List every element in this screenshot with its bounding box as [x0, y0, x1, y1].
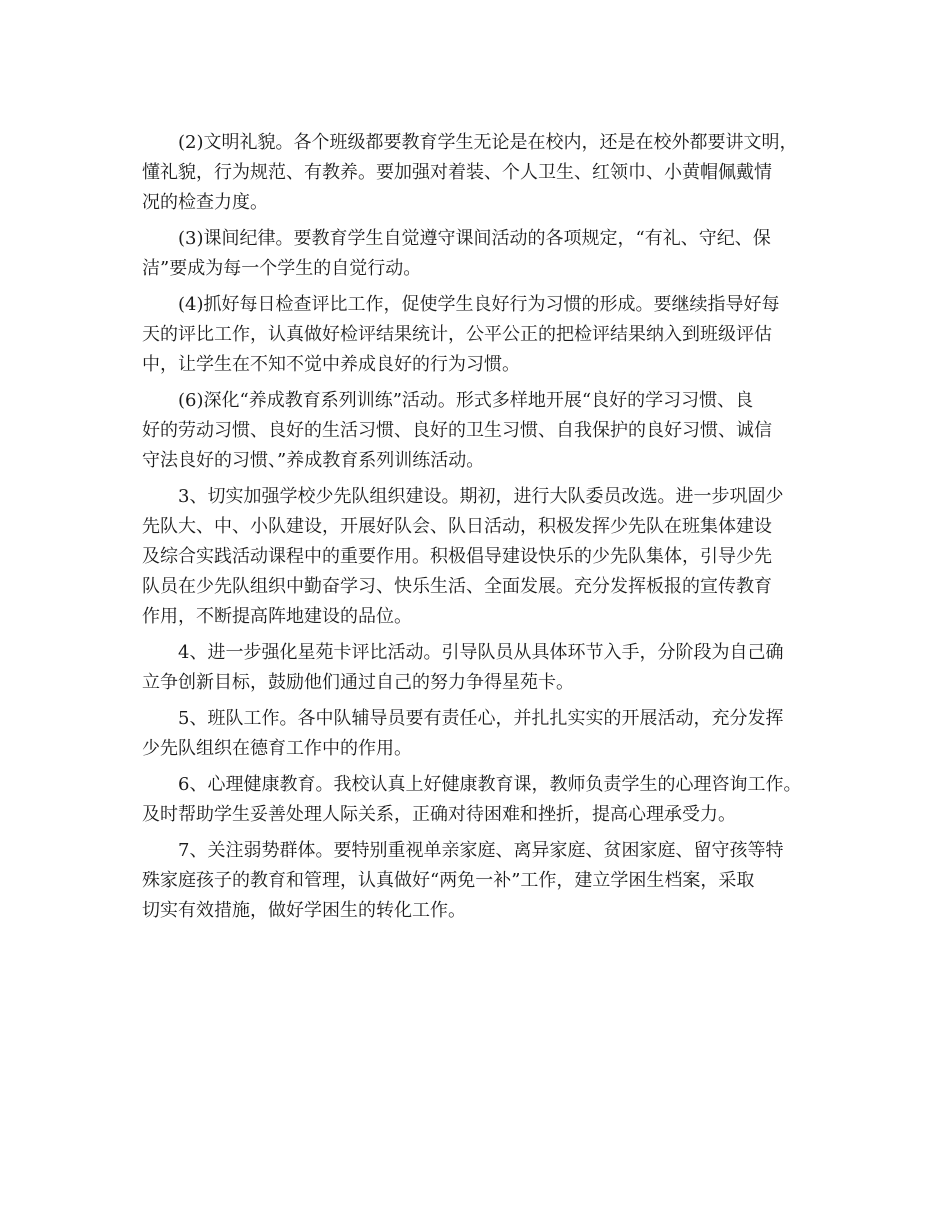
text-line: 守法良好的习惯、”养成教育系列训练活动。: [142, 450, 485, 471]
paragraph-class-team-work: [142, 704, 832, 764]
text-line: 况的检查力度。: [142, 192, 268, 213]
paragraph-habit-training: [142, 386, 832, 476]
text-line: 先队大、中、小队建设，开展好队会、队日活动，积极发挥少先队在班集体建设: [142, 516, 772, 537]
text-line: 立争创新目标，鼓励他们通过自己的努力争得星苑卡。: [142, 672, 574, 693]
text-line: (4)抓好每日检查评比工作，促使学生良好行为习惯的形成。要继续指导好每: [178, 294, 780, 315]
paragraph-mental-health: [142, 770, 832, 830]
text-line: 4、进一步强化星苑卡评比活动。引导队员从具体环节入手，分阶段为自己确: [178, 642, 784, 663]
text-line: 少先队组织在德育工作中的作用。: [142, 738, 412, 759]
text-line: 及时帮助学生妥善处理人际关系，正确对待困难和挫折，提高心理承受力。: [142, 804, 736, 825]
paragraph-recess-discipline: [142, 224, 832, 284]
text-line: 及综合实践活动课程中的重要作用。积极倡导建设快乐的少先队集体，引导少先: [142, 546, 772, 567]
text-line: 懂礼貌，行为规范、有教养。要加强对着装、个人卫生、红领巾、小黄帽佩戴情: [142, 162, 772, 183]
text-line: 5、班队工作。各中队辅导员要有责任心，并扎扎实实的开展活动，充分发挥: [178, 708, 784, 729]
text-line: 好的劳动习惯、良好的生活习惯、良好的卫生习惯、自我保护的良好习惯、诚信: [142, 420, 772, 441]
text-line: 7、关注弱势群体。要特别重视单亲家庭、离异家庭、贫困家庭、留守孩等特: [178, 840, 784, 861]
text-line: (2)文明礼貌。各个班级都要教育学生无论是在校内，还是在校外都要讲文明，: [178, 132, 798, 153]
text-line: 6、心理健康教育。我校认真上好健康教育课，教师负责学生的心理咨询工作。: [178, 774, 802, 795]
text-line: 洁”要成为每一个学生的自觉行动。: [142, 258, 422, 279]
paragraph-young-pioneers: [142, 482, 832, 632]
text-line: (3)课间纪律。要教育学生自觉遵守课间活动的各项规定，“有礼、守纪、保: [178, 228, 771, 249]
text-line: 队员在少先队组织中勤奋学习、快乐生活、全面发展。充分发挥板报的宣传教育: [142, 576, 772, 597]
text-line: 3、切实加强学校少先队组织建设。期初，进行大队委员改选。进一步巩固少: [178, 486, 784, 507]
text-line: (6)深化“养成教育系列训练”活动。形式多样地开展“良好的学习习惯、良: [178, 390, 754, 411]
paragraph-daily-inspection: [142, 290, 832, 380]
text-line: 作用，不断提高阵地建设的品位。: [142, 606, 412, 627]
text-line: 切实有效措施，做好学困生的转化工作。: [142, 900, 466, 921]
text-line: 天的评比工作，认真做好检评结果统计，公平公正的把检评结果纳入到班级评估: [142, 324, 772, 345]
paragraph-star-card: [142, 638, 832, 698]
text-line: 殊家庭孩子的教育和管理，认真做好“两免一补”工作，建立学困生档案，采取: [142, 870, 755, 891]
paragraph-civility: [142, 128, 832, 218]
paragraph-vulnerable-groups: [142, 836, 832, 926]
document-body: [142, 128, 832, 932]
text-line: 中，让学生在不知不觉中养成良好的行为习惯。: [142, 354, 520, 375]
